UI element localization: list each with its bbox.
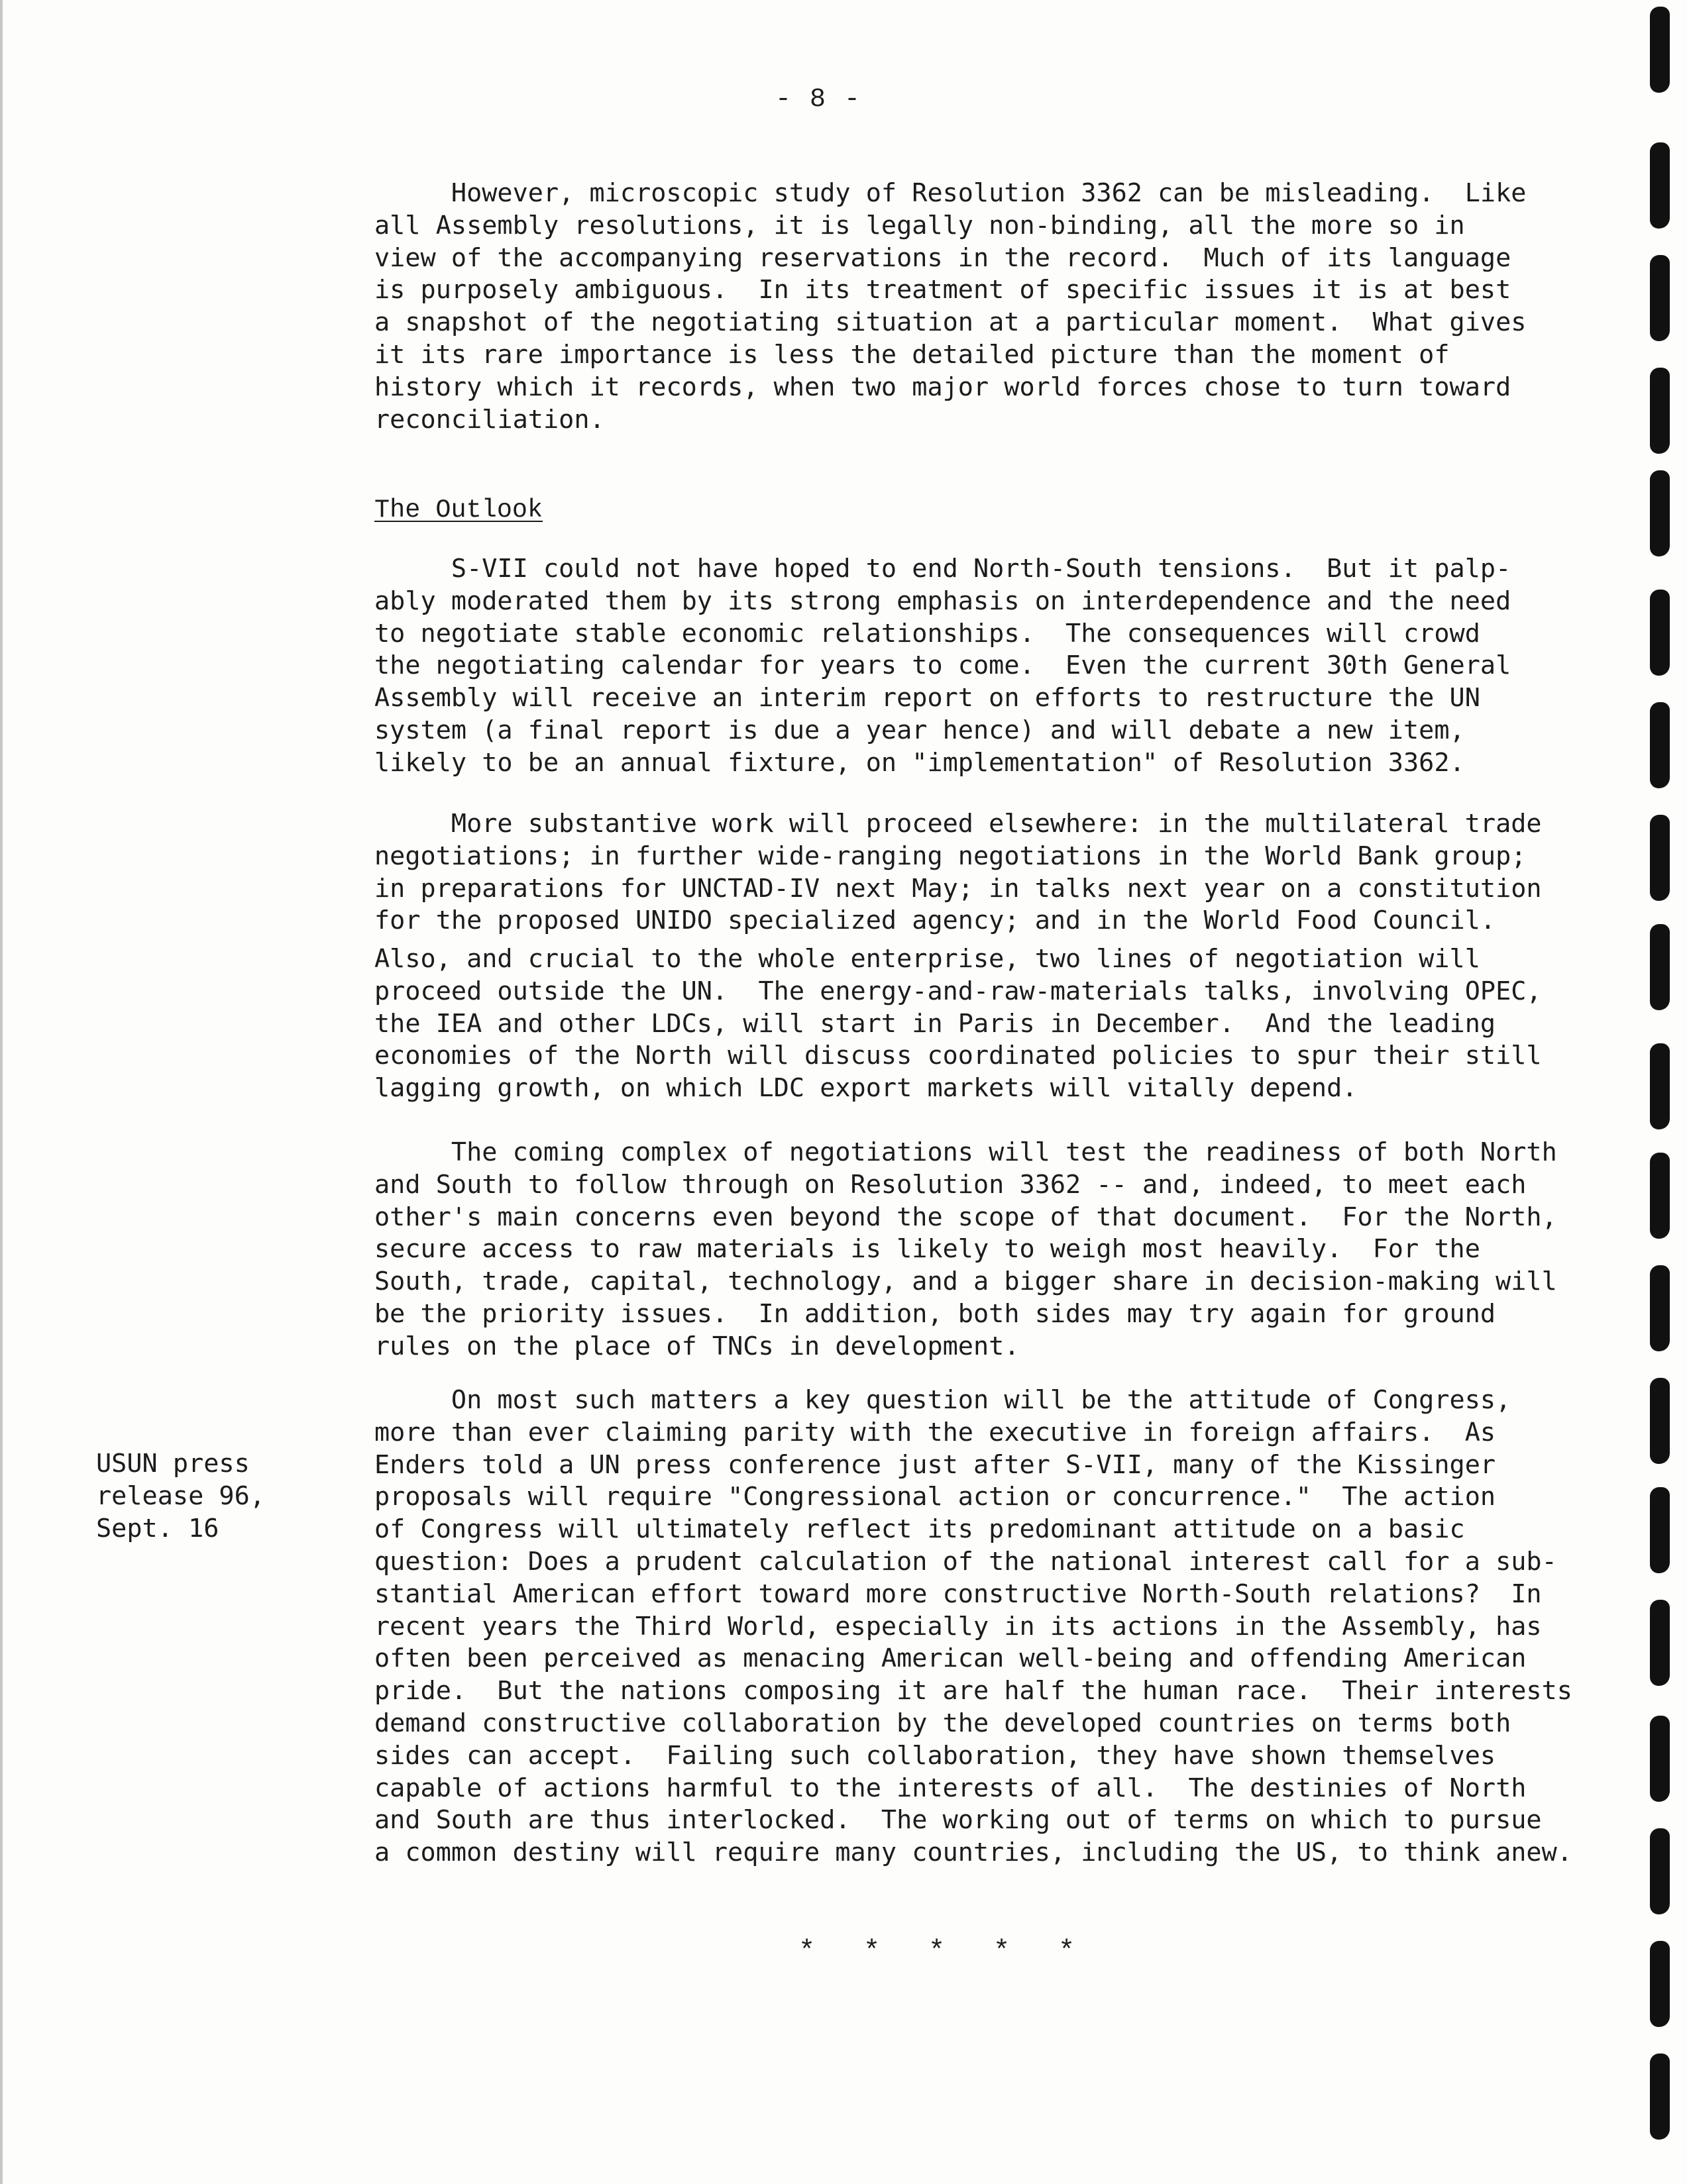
star-3: * <box>928 1936 946 1967</box>
paragraph-congress: On most such matters a key question will be the attitude of Congress, more than ever claiming parity with the executive in foreign affairs. As Enders told a UN press conference just after S-VII, many of the Kissinger proposals will require "Congressional action or concurrence." The action of Congress will ultimately reflect its predominant attitude on a basic question: Does a prudent calculation of the national interest call for a sub- stantial American effort toward more constructive North-South relations? In recent years the Third World, especially in its actions in the Assembly, has often been perceived as menacing American well-being and offending American pride. But the nations composing it are half the human race. Their interests demand constructive collaboration by the developed countries on terms both sides can accept. Failing such collaboration, they have shown themselves capable of actions harmful to the interests of all. The destinies of North and South are thus interlocked. The working out of terms on which to pursue a common destiny will require many countries, including the US, to think anew. <box>374 1385 1572 1868</box>
binder-mark <box>1650 1941 1670 2027</box>
binder-mark <box>1650 1043 1670 1129</box>
star-5: * <box>1058 1936 1075 1967</box>
binder-mark <box>1650 1153 1670 1239</box>
binder-mark <box>1650 142 1670 229</box>
star-1: * <box>798 1936 816 1967</box>
star-4: * <box>993 1936 1010 1967</box>
binder-mark <box>1650 924 1670 1010</box>
star-2: * <box>863 1936 881 1967</box>
paragraph-s-vii: S-VII could not have hoped to end North-South tensions. But it palp- ably moderated them by its strong emphasis on interdependence and the need to negotiate stable economic relationships. The consequences will crowd the negotiating calendar for years to come. Even the current 30th General Assembly will receive an interim report on efforts to restructure the UN system (a final report is due a year hence) and will debate a new item, likely to be an annual fixture, on "implementation" of Resolution 3362. <box>374 554 1511 778</box>
paragraph-negotiation-lines: Also, and crucial to the whole enterprise, two lines of negotiation will proceed outside the UN. The energy-and-raw-materials talks, involving OPEC, the IEA and other LDCs, will start in Paris in December. And the leading economies of the North will discuss coordinated policies to spur their still lagging growth, on which LDC export markets will vitally depend. <box>374 944 1542 1104</box>
page-edge <box>0 0 3 2184</box>
binder-mark <box>1650 1265 1670 1351</box>
binder-mark <box>1650 1828 1670 1914</box>
binder-mark <box>1650 1378 1670 1464</box>
binder-mark <box>1650 2054 1670 2140</box>
binder-mark <box>1650 368 1670 454</box>
binder-mark <box>1650 702 1670 788</box>
end-mark-stars <box>798 1936 1123 1967</box>
paragraph-resolution-3362: However, microscopic study of Resolution 3362 can be misleading. Like all Assembly resolutions, it is legally non-binding, all the more so in view of the accompanying reservations in the record. Much of its language is purposely ambiguous. In its treatment of specific issues it is at best a snapshot of the negotiating situation at a particular moment. What gives it its rare importance is less the detailed picture than the moment of history which it records, when two major world forces chose to turn toward reconciliation. <box>374 178 1527 435</box>
binder-mark <box>1650 7 1670 93</box>
binder-mark <box>1650 1600 1670 1686</box>
paragraph-coming-negotiations: The coming complex of negotiations will test the readiness of both North and South to follow through on Resolution 3362 -- and, indeed, to meet each other's main concerns even beyond the scope of that document. For the North, secure access to raw materials is likely to weigh most heavily. For the South, trade, capital, technology, and a bigger share in decision-making will be the priority issues. In addition, both sides may try again for ground rules on the place of TNCs in development. <box>374 1137 1557 1361</box>
margin-note-usun: USUN press release 96, Sept. 16 <box>96 1449 265 1543</box>
binder-mark <box>1650 470 1670 556</box>
page-number: - 8 - <box>775 85 862 115</box>
paragraph-substantive-work: More substantive work will proceed elsewhere: in the multilateral trade negotiations; in further wide-ranging negotiations in the World Bank group; in preparations for UNCTAD-IV next May; in talks next year on a constitution for the proposed UNIDO specialized agency; and in the World Food Council. <box>374 809 1542 936</box>
binder-mark <box>1650 1716 1670 1802</box>
binder-mark <box>1650 590 1670 676</box>
binder-hole-marks <box>1641 0 1687 2184</box>
binder-mark <box>1650 1487 1670 1573</box>
binder-mark <box>1650 815 1670 901</box>
binder-mark <box>1650 255 1670 341</box>
section-heading-outlook: The Outlook <box>374 495 543 525</box>
